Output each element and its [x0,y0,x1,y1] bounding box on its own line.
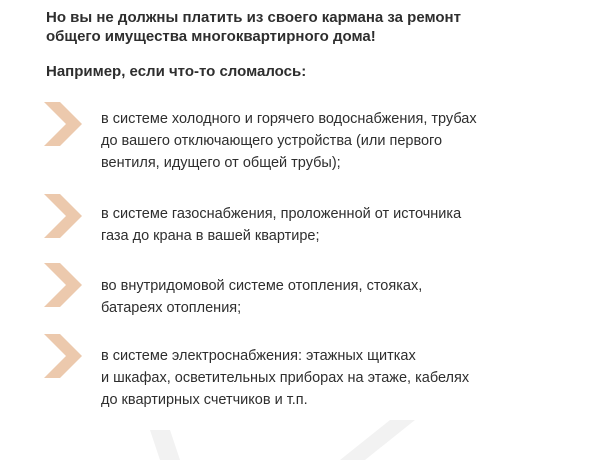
warning-line-1: Но вы не должны платить из своего кармана за ремонт [46,9,461,26]
list-item-line: батареях отопления; [101,300,242,316]
list-item-line: во внутридомовой системе отопления, стояках, [101,278,423,294]
examples-subtitle: Например, если что-то сломалось: [46,63,307,80]
list-item-text [101,108,581,174]
list-item-line: до вашего отключающего устройства (или первого [101,133,443,149]
list-item-line: газа до крана в вашей квартире; [101,228,320,244]
list-item-line: и шкафах, осветительных приборах на этаже, кабелях [101,370,470,386]
chevron-right-icon [44,102,84,146]
list-item-line: вентиля, идущего от общей трубы); [101,155,341,171]
warning-heading [46,8,566,46]
chevron-right-icon [44,334,84,378]
list-item-line: в системе газоснабжения, проложенной от источника [101,206,462,222]
list-item-text [101,203,581,247]
warning-line-2: общего имущества многоквартирного дома! [46,28,376,45]
list-item-line: в системе электроснабжения: этажных щитках [101,348,416,364]
chevron-right-icon [44,263,84,307]
chevron-right-icon [44,194,84,238]
list-item-line: до квартирных счетчиков и т.п. [101,392,308,408]
background-watermark [140,400,460,460]
list-item-line: в системе холодного и горячего водоснабжения, трубах [101,111,477,127]
list-item-text [101,275,581,319]
